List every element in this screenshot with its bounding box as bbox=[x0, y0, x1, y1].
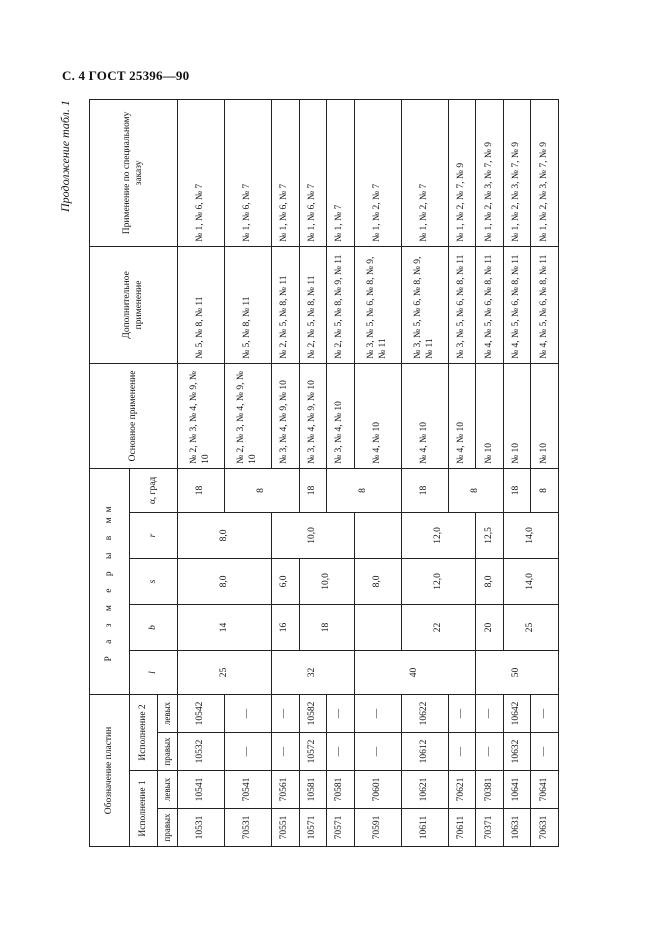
cell-additional-use: № 4, № 5, № 6, № 8, № 11 bbox=[531, 246, 559, 363]
cell-additional-use: № 3, № 5, № 6, № 8, № 9, № 11 bbox=[354, 246, 401, 363]
cell-r: 12,0 bbox=[401, 512, 476, 558]
cell-additional-use: № 2, № 5, № 8, № 9, № 11 bbox=[327, 246, 355, 363]
cell-l: 40 bbox=[354, 650, 476, 694]
cell-right-2: — bbox=[476, 733, 504, 771]
header-isp1: Исполнение 1 bbox=[130, 771, 158, 847]
cell-l: 50 bbox=[476, 650, 559, 694]
cell-additional-use: № 4, № 5, № 6, № 8, № 11 bbox=[503, 246, 531, 363]
cell-alpha: 8 bbox=[531, 468, 559, 512]
cell-main-use: № 4, № 10 bbox=[354, 363, 401, 468]
cell-left-2: 10582 bbox=[299, 694, 327, 732]
cell-additional-use: № 3, № 5, № 6, № 8, № 9, № 11 bbox=[401, 246, 448, 363]
header-left-1: левых bbox=[158, 771, 178, 809]
cell-special-order: № 1, № 6, № 7 bbox=[271, 99, 299, 246]
cell-left-1: 70381 bbox=[476, 771, 504, 809]
cell-l: 25 bbox=[178, 650, 272, 694]
cell-b: 18 bbox=[299, 604, 354, 650]
cell-right-2: 10532 bbox=[178, 733, 225, 771]
cell-additional-use: № 3, № 5, № 6, № 8, № 11 bbox=[448, 246, 476, 363]
cell-left-1: 70601 bbox=[354, 771, 401, 809]
continuation-caption bbox=[58, 92, 72, 212]
cell-left-2: — bbox=[354, 694, 401, 732]
cell-main-use: № 3, № 4, № 9, № 10 bbox=[271, 363, 299, 468]
cell-main-use: № 4, № 10 bbox=[448, 363, 476, 468]
cell-left-2: — bbox=[531, 694, 559, 732]
cell-left-1: 70581 bbox=[327, 771, 355, 809]
cell-l: 32 bbox=[271, 650, 354, 694]
cell-r: 10,0 bbox=[271, 512, 354, 558]
cell-left-1: 10581 bbox=[299, 771, 327, 809]
header-left-2: левых bbox=[158, 694, 178, 732]
cell-left-1: 10541 bbox=[178, 771, 225, 809]
cell-special-order: № 1, № 6, № 7 bbox=[299, 99, 327, 246]
cell-additional-use: № 2, № 5, № 8, № 11 bbox=[271, 246, 299, 363]
header-designation: Обозначение пластин bbox=[90, 694, 130, 846]
cell-right-1: 70571 bbox=[327, 809, 355, 847]
cell-left-2: — bbox=[476, 694, 504, 732]
header-s: s bbox=[130, 558, 178, 604]
continuation-text: Продолжение табл. 1 bbox=[58, 100, 72, 212]
cell-right-1: 70531 bbox=[224, 809, 271, 847]
cell-right-2: 10632 bbox=[503, 733, 531, 771]
cell-left-1: 70541 bbox=[224, 771, 271, 809]
cell-alpha: 18 bbox=[299, 468, 327, 512]
header-isp2: Исполнение 2 bbox=[130, 694, 158, 770]
cell-right-1: 10611 bbox=[401, 809, 448, 847]
header-right-2: правых bbox=[158, 733, 178, 771]
cell-left-2: — bbox=[448, 694, 476, 732]
cell-r: 14,0 bbox=[503, 512, 558, 558]
cell-additional-use: № 2, № 5, № 8, № 11 bbox=[299, 246, 327, 363]
cell-main-use: № 3, № 4, № 10 bbox=[327, 363, 355, 468]
cell-alpha: 18 bbox=[503, 468, 531, 512]
cell-right-1: 10531 bbox=[178, 809, 225, 847]
header-l: l bbox=[130, 650, 178, 694]
cell-additional-use: № 5, № 8, № 11 bbox=[224, 246, 271, 363]
header-alpha: α, град bbox=[130, 468, 178, 512]
cell-special-order: № 1, № 7 bbox=[327, 99, 355, 246]
cell-main-use: № 10 bbox=[531, 363, 559, 468]
cell-r: 12,5 bbox=[476, 512, 504, 558]
cell-right-1: 70591 bbox=[354, 809, 401, 847]
cell-left-1: 10621 bbox=[401, 771, 448, 809]
cell-additional-use: № 4, № 5, № 6, № 8, № 11 bbox=[476, 246, 504, 363]
cell-alpha: 18 bbox=[178, 468, 225, 512]
cell-right-2: — bbox=[448, 733, 476, 771]
table-wrapper bbox=[89, 100, 559, 847]
cell-b-empty bbox=[354, 604, 401, 650]
cell-right-2: — bbox=[327, 733, 355, 771]
cell-right-1: 70611 bbox=[448, 809, 476, 847]
header-special-order: Применение по специальному заказу bbox=[90, 99, 178, 246]
plates-table bbox=[89, 99, 559, 847]
cell-main-use: № 2, № 3, № 4, № 9, № 10 bbox=[178, 363, 225, 468]
cell-right-2: — bbox=[224, 733, 271, 771]
cell-special-order: № 1, № 2, № 7 bbox=[354, 99, 401, 246]
rotated-table-frame bbox=[89, 100, 559, 847]
cell-right-1: 70551 bbox=[271, 809, 299, 847]
cell-b: 14 bbox=[178, 604, 272, 650]
cell-s: 12,0 bbox=[401, 558, 476, 604]
cell-special-order: № 1, № 6, № 7 bbox=[178, 99, 225, 246]
header-b: b bbox=[130, 604, 178, 650]
header-sizes: Р а з м е р ы в мм bbox=[90, 468, 130, 694]
cell-left-1: 70641 bbox=[531, 771, 559, 809]
cell-b: 16 bbox=[271, 604, 299, 650]
cell-right-2: — bbox=[271, 733, 299, 771]
cell-main-use: № 10 bbox=[503, 363, 531, 468]
cell-alpha: 18 bbox=[401, 468, 448, 512]
cell-left-1: 70621 bbox=[448, 771, 476, 809]
cell-right-1: 10631 bbox=[503, 809, 531, 847]
header-additional-use: Дополнительное применение bbox=[90, 246, 178, 363]
cell-right-1: 10571 bbox=[299, 809, 327, 847]
cell-left-2: — bbox=[224, 694, 271, 732]
cell-main-use: № 10 bbox=[476, 363, 504, 468]
cell-special-order: № 1, № 2, № 3, № 7, № 9 bbox=[531, 99, 559, 246]
cell-s: 6,0 bbox=[271, 558, 299, 604]
cell-additional-use: № 5, № 8, № 11 bbox=[178, 246, 225, 363]
cell-b: 22 bbox=[401, 604, 476, 650]
cell-special-order: № 1, № 2, № 3, № 7, № 9 bbox=[476, 99, 504, 246]
cell-right-2: 10612 bbox=[401, 733, 448, 771]
cell-alpha: 8 bbox=[448, 468, 503, 512]
cell-alpha: 8 bbox=[327, 468, 402, 512]
cell-left-1: 70561 bbox=[271, 771, 299, 809]
cell-left-2: 10622 bbox=[401, 694, 448, 732]
cell-special-order: № 1, № 2, № 7 bbox=[401, 99, 448, 246]
page-header: С. 4 ГОСТ 25396—90 bbox=[62, 68, 190, 83]
cell-s: 8,0 bbox=[178, 558, 272, 604]
cell-right-1: 70371 bbox=[476, 809, 504, 847]
cell-s: 14,0 bbox=[503, 558, 558, 604]
cell-s: 10,0 bbox=[299, 558, 354, 604]
cell-r: 8,0 bbox=[178, 512, 272, 558]
cell-special-order: № 1, № 2, № 7, № 9 bbox=[448, 99, 476, 246]
header-r: r bbox=[130, 512, 178, 558]
cell-b: 25 bbox=[503, 604, 558, 650]
cell-r-empty bbox=[354, 512, 401, 558]
cell-right-2: 10572 bbox=[299, 733, 327, 771]
cell-right-2: — bbox=[531, 733, 559, 771]
cell-alpha: 8 bbox=[224, 468, 299, 512]
header-right-1: правых bbox=[158, 809, 178, 847]
cell-special-order: № 1, № 6, № 7 bbox=[224, 99, 271, 246]
cell-s: 8,0 bbox=[354, 558, 401, 604]
cell-right-1: 70631 bbox=[531, 809, 559, 847]
cell-left-2: 10542 bbox=[178, 694, 225, 732]
cell-b: 20 bbox=[476, 604, 504, 650]
cell-left-2: 10642 bbox=[503, 694, 531, 732]
cell-left-2: — bbox=[271, 694, 299, 732]
cell-special-order: № 1, № 2, № 3, № 7, № 9 bbox=[503, 99, 531, 246]
cell-main-use: № 4, № 10 bbox=[401, 363, 448, 468]
cell-left-2: — bbox=[327, 694, 355, 732]
header-main-use: Основное применение bbox=[90, 363, 178, 468]
cell-main-use: № 3, № 4, № 9, № 10 bbox=[299, 363, 327, 468]
cell-right-2: — bbox=[354, 733, 401, 771]
cell-main-use: № 2, № 3, № 4, № 9, № 10 bbox=[224, 363, 271, 468]
cell-left-1: 10641 bbox=[503, 771, 531, 809]
cell-s: 8,0 bbox=[476, 558, 504, 604]
